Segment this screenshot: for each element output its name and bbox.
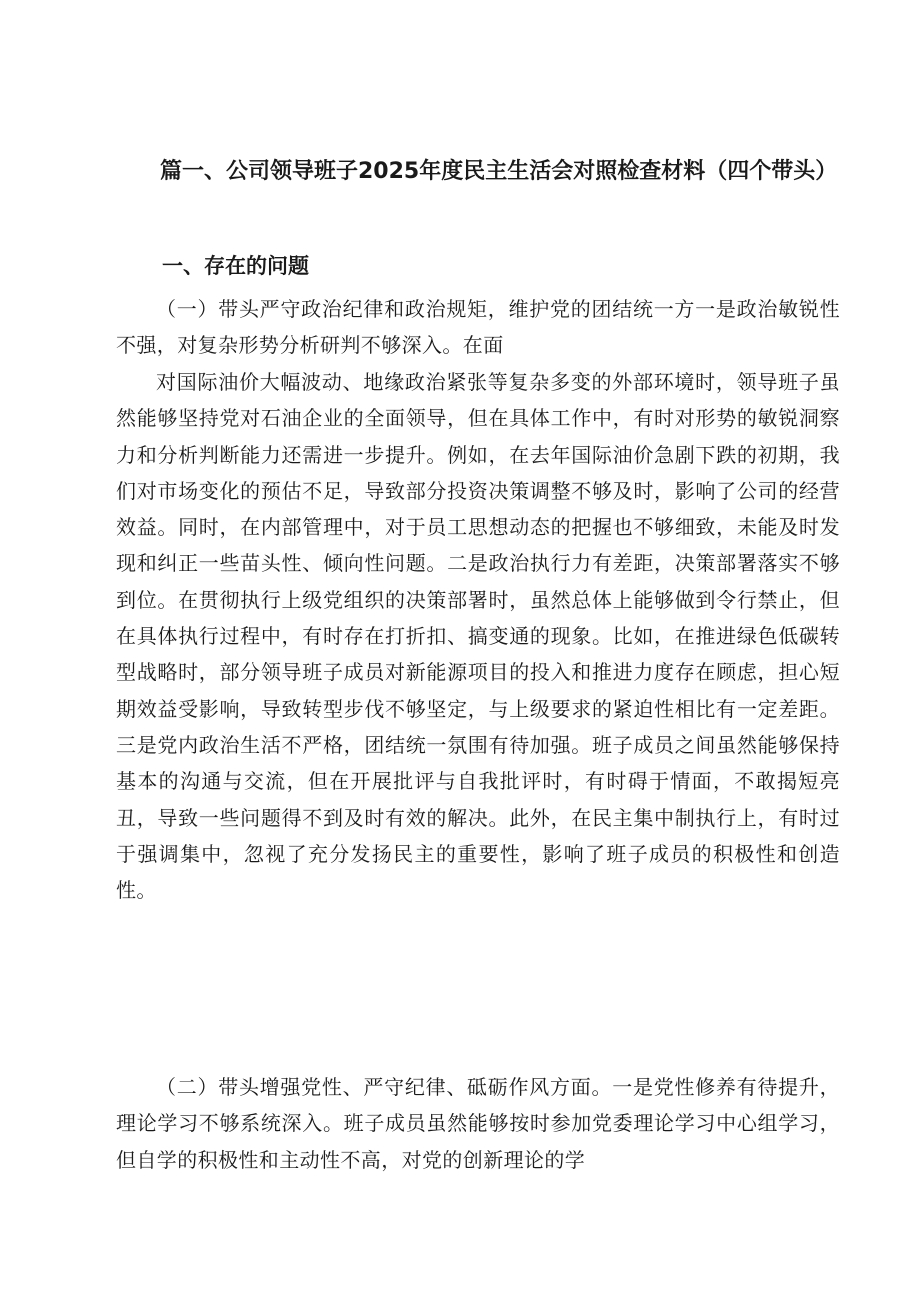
section-heading: 一、存在的问题: [162, 254, 309, 278]
paragraph-3: （二）带头增强党性、严守纪律、砥砺作风方面。一是党性修养有待提升，理论学习不够系统深入。班子成员虽然能够按时参加党委理论学习中心组学习，但自学的积极性和主动性不高，对党的创新理论的学: [116, 1075, 840, 1172]
paragraph-1: （一）带头严守政治纪律和政治规矩，维护党的团结统一方一是政治敏锐性不强，对复杂形势分析研判不够深入。在面: [116, 297, 840, 358]
document-title: 篇一、公司领导班子2025年度民主生活会对照检查材料（四个带头）: [160, 159, 838, 184]
paragraph-2: 对国际油价大幅波动、地缘政治紧张等复杂多变的外部环境时，领导班子虽然能够坚持党对石油企业的全面领导，但在具体工作中，有时对形势的敏锐洞察力和分析判断能力还需进一步提升。例如，在去年国际油价急剧下跌的初期，我们对市场变化的预估不足，导致部分投资决策调整不够及时，影响了公司的经营效益。同时，在内部管理中，对于员工思想动态的把握也不够细致，未能及时发现和纠正一些苗头性、倾向性问题。二是政治执行力有差距，决策部署落实不够到位。在贯彻执行上级党组织的决策部署时，虽然总体上能够做到令行禁止，但在具体执行过程中，有时存在打折扣、搞变通的现象。比如，在推进绿色低碳转型战略时，部分领导班子成员对新能源项目的投入和推进力度存在顾虑，担心短期效益受影响，导致转型步伐不够坚定，与上级要求的紧迫性相比有一定差距。三是党内政治生活不严格，团结统一氛围有待加强。班子成员之间虽然能够保持基本的沟通与交流，但在开展批评与自我批评时，有时碍于情面，不敢揭短亮丑，导致一些问题得不到及时有效的解决。此外，在民主集中制执行上，有时过于强调集中，忽视了充分发扬民主的重要性，影响了班子成员的积极性和创造性。: [116, 370, 840, 903]
